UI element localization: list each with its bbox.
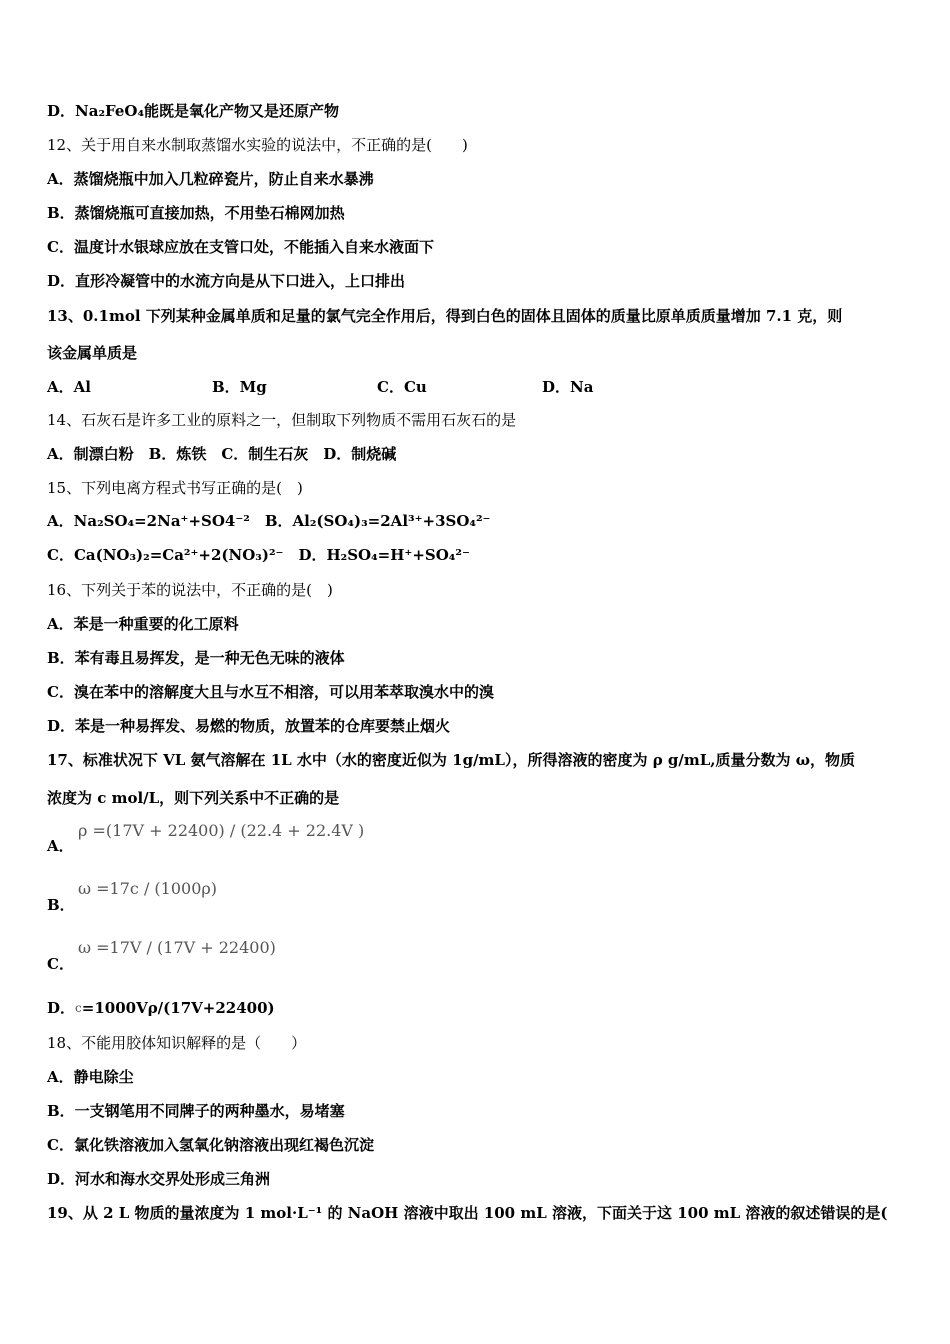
q12-option-c: C．温度计水银球应放在支管口处，不能插入自来水液面下: [47, 238, 434, 256]
q16-stem: 16、下列关于苯的说法中，不正确的是( ): [47, 581, 333, 599]
q12-option-a: A．蒸馏烧瓶中加入几粒碎瓷片，防止自来水暴沸: [47, 170, 374, 188]
q17-stem-line1: 17、标准状况下 VL 氨气溶解在 1L 水中（水的密度近似为 1g/mL），所得溶液的密度为 ρ g/mL,质量分数为 ω，物质: [47, 751, 856, 769]
q16-option-c: C．溴在苯中的溶解度大且与水互不相溶，可以用苯萃取溴水中的溴: [47, 683, 494, 701]
q11-option-d: D．Na₂FeO₄能既是氧化产物又是还原产物: [47, 102, 340, 120]
q15-stem: 15、下列电离方程式书写正确的是( ): [47, 479, 303, 497]
q12-option-d: D．直形冷凝管中的水流方向是从下口进入，上口排出: [47, 272, 406, 290]
q18-option-d: D．河水和海水交界处形成三角洲: [47, 1170, 271, 1188]
q12-stem: 12、关于用自来水制取蒸馏水实验的说法中，不正确的是( ): [47, 136, 468, 154]
q16-option-d: D．苯是一种易挥发、易燃的物质，放置苯的仓库要禁止烟火: [47, 717, 451, 735]
q17-option-a-label: A．: [47, 837, 74, 855]
q13-stem-line1: 13、0.1mol 下列某种金属单质和足量的氯气完全作用后，得到白色的固体且固体的质量比原单质质量增加 7.1 克，则: [47, 307, 843, 325]
q18-stem: 18、不能用胶体知识解释的是（ ）: [47, 1034, 307, 1052]
q18-option-b: B．一支钢笔用不同牌子的两种墨水，易堵塞: [47, 1102, 345, 1120]
q13-option-a: A．Al: [47, 378, 91, 396]
q13-stem-line2: 该金属单质是: [47, 344, 138, 362]
q16-option-b: B．苯有毒且易挥发，是一种无色无味的液体: [47, 649, 345, 667]
q15-options-cd: C．Ca(NO₃)₂=Ca²⁺+2(NO₃)²⁻ D．H₂SO₄=H⁺+SO₄²⁻: [47, 546, 470, 564]
q12-option-b: B．蒸馏烧瓶可直接加热，不用垫石棉网加热: [47, 204, 345, 222]
q18-option-c: C．氯化铁溶液加入氢氧化钠溶液出现红褐色沉淀: [47, 1136, 374, 1154]
q16-option-a: A．苯是一种重要的化工原料: [47, 615, 239, 633]
q13-option-b: B．Mg: [212, 378, 267, 396]
q13-options: [47, 377, 593, 397]
q14-options: A．制漂白粉 B．炼铁 C．制生石灰 D．制烧碱: [47, 445, 397, 463]
q17-option-d-symbol: c: [75, 1001, 82, 1015]
q17-option-a-formula: ρ =(17V + 22400) / (22.4 + 22.4V ): [78, 821, 365, 840]
q17-option-b-formula: ω =17c / (1000ρ): [78, 879, 218, 898]
q19-stem: 19、从 2 L 物质的量浓度为 1 mol·L⁻¹ 的 NaOH 溶液中取出 100 mL 溶液，下面关于这 100 mL 溶液的叙述错误的是(: [47, 1204, 888, 1222]
q13-option-d: D．Na: [542, 378, 594, 396]
q17-option-b-label: B．: [47, 896, 75, 914]
q18-option-a: A．静电除尘: [47, 1068, 134, 1086]
q17-option-d: D．$^c$=1000Vρ/(17V+22400): [47, 999, 275, 1017]
q17-option-c-formula: ω =17V / (17V + 22400): [78, 938, 276, 957]
q13-option-c: C．Cu: [377, 378, 427, 396]
q14-stem: 14、石灰石是许多工业的原料之一，但制取下列物质不需用石灰石的是: [47, 411, 517, 429]
q17-stem-line2: 浓度为 c mol/L，则下列关系中不正确的是: [47, 789, 340, 807]
q15-options-ab: A．Na₂SO₄=2Na⁺+SO4⁻² B．Al₂(SO₄)₃=2Al³⁺+3SO₄²⁻: [47, 512, 491, 530]
q17-option-c-label: C．: [47, 955, 74, 973]
